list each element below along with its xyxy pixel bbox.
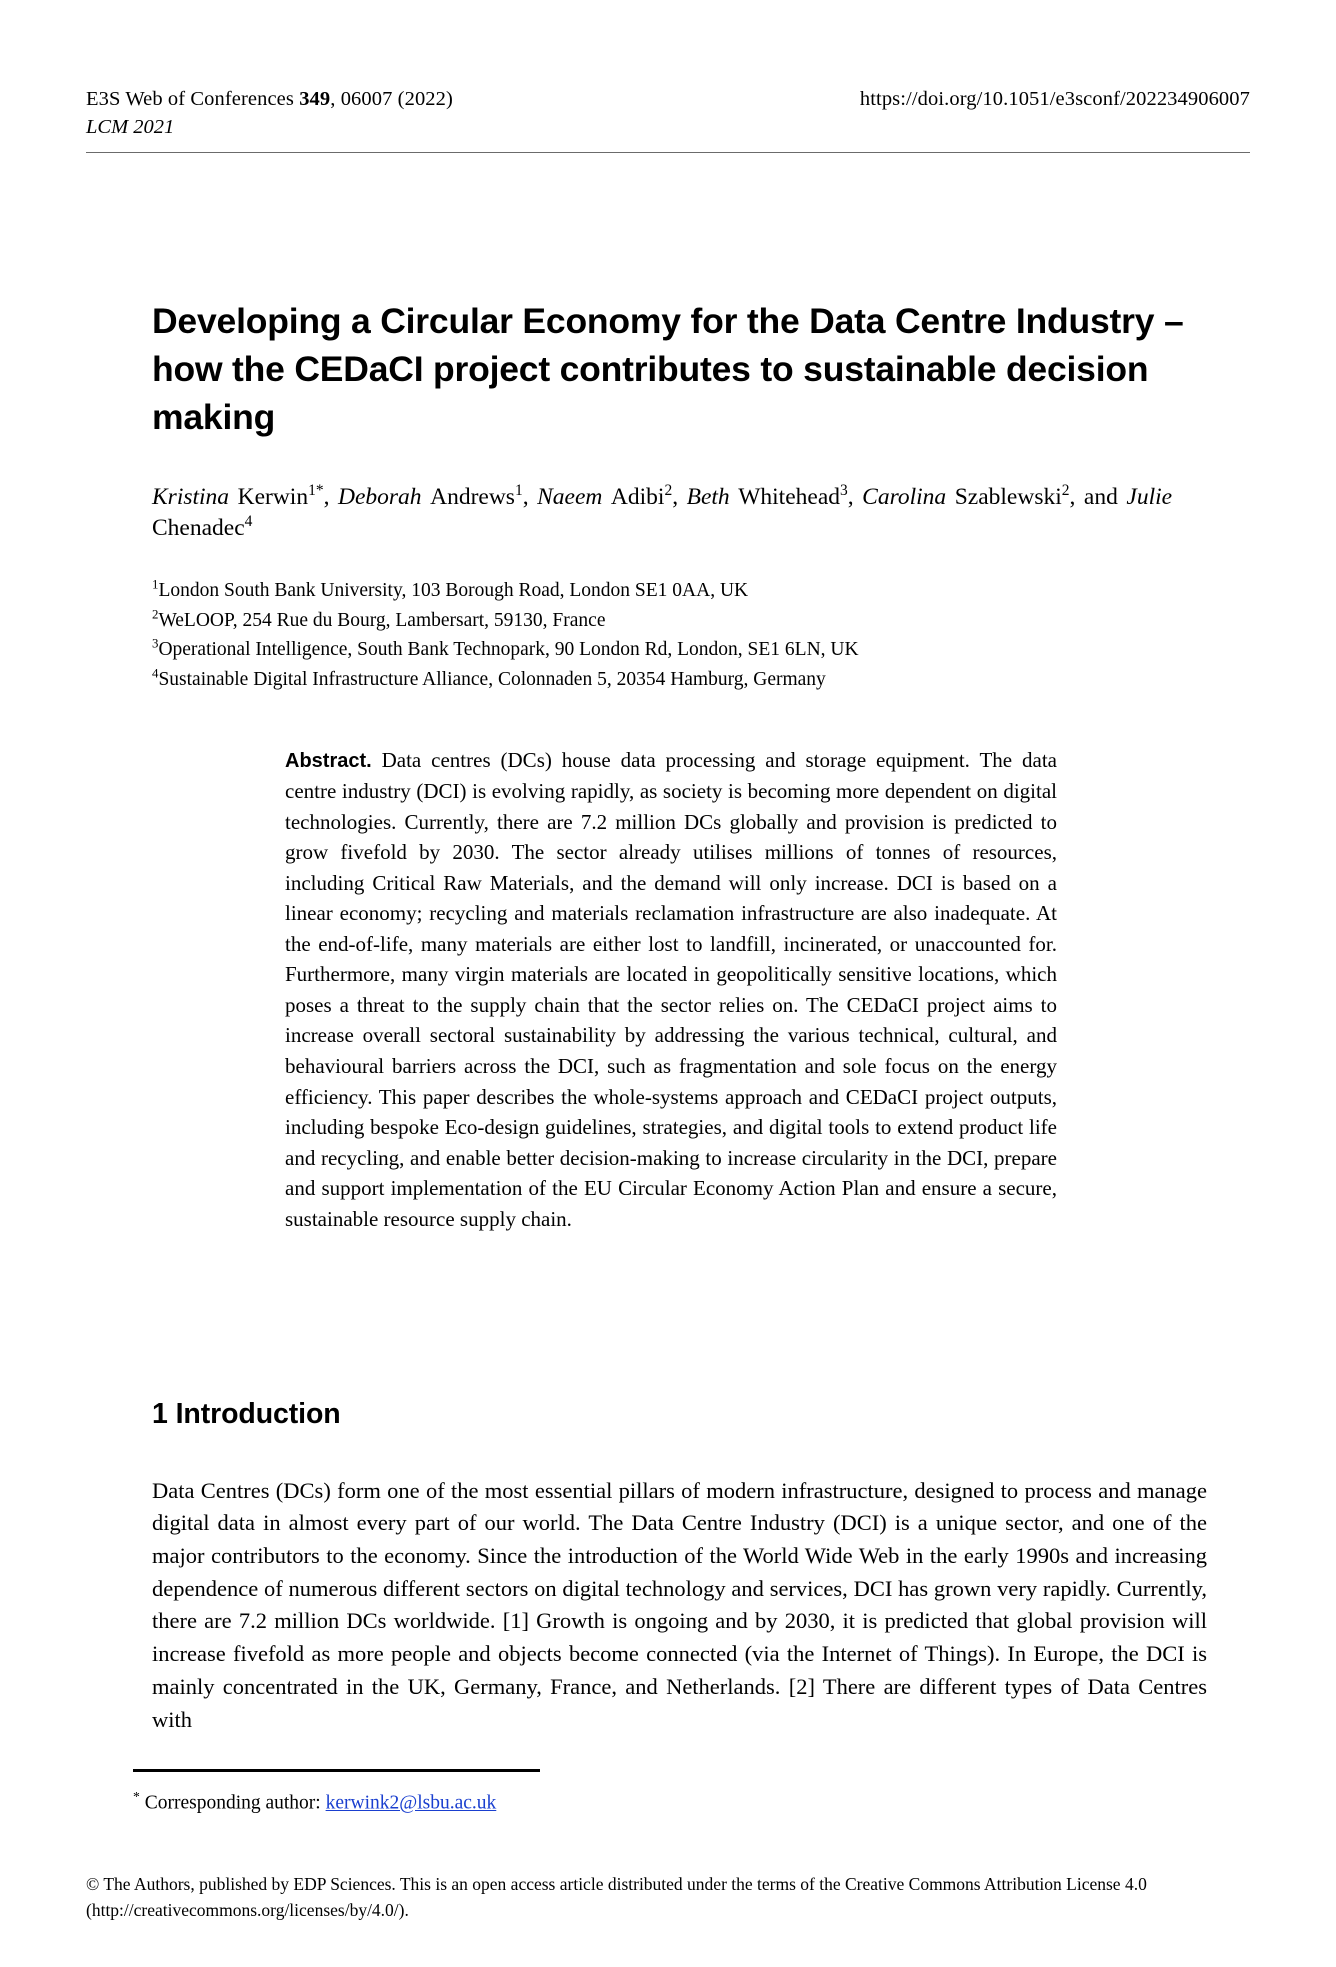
author-last-name: Kerwin <box>237 484 309 510</box>
copyright-notice: © The Authors, published by EDP Sciences. This is an open access article distributed under the terms of the Creative Commons Attribution License 4.0 (http://creativecommons.org/licenses/by/4.0/). <box>86 1874 1147 1920</box>
author-affiliation-marker: 1* <box>308 482 324 500</box>
section-heading-introduction: 1 Introduction <box>152 1397 341 1430</box>
author-first-name: Beth <box>686 484 739 510</box>
author-first-name: Julie <box>1126 484 1173 510</box>
author-entry <box>152 484 324 510</box>
author-entry <box>687 484 848 510</box>
author-last-name: Chenadec <box>152 515 245 542</box>
doi-link[interactable]: https://doi.org/10.1051/e3sconf/202234906007 <box>859 88 1250 110</box>
footnote-divider <box>133 1769 540 1772</box>
author-first-name: Naeem <box>537 484 611 510</box>
page-title: Developing a Circular Economy for the Data Centre Industry – how the CEDaCI project contributes to sustainable decision making <box>152 300 1184 438</box>
affiliation-item <box>152 665 1207 695</box>
abstract-text: Data centres (DCs) house data processing and storage equipment. The data centre industry (DCI) is evolving rapidly, as society is becoming more dependent on digital technologies. Currently, there are 7.2 million DCs globally and provision is predicted to grow fivefold by 2030. The sector already utilises millions of tonnes of resources, including Critical Raw Materials, and the demand will only increase. DCI is based on a linear economy; recycling and materials reclamation infrastructure are also inadequate. At the end-of-life, many materials are either lost to landfill, incinerated, or unaccounted for. Furthermore, many virgin materials are located in geopolitically sensitive locations, which poses a threat to the supply chain that the sector relies on. The CEDaCI project aims to increase overall sectoral sustainability by addressing the various technical, cultural, and behavioural barriers across the DCI, such as fragmentation and sole focus on the energy efficiency. This paper describes the whole-systems approach and CEDaCI project outputs, including bespoke Eco-design guidelines, strategies, and digital tools to extend product life and recycling, and enable better decision-making to increase circularity in the DCI, prepare and support implementation of the EU Circular Economy Action Plan and ensure a secure, sustainable resource supply chain. <box>285 748 1057 1231</box>
affiliation-item <box>152 635 1207 665</box>
author-entry <box>862 484 1069 510</box>
author-last-name: Andrews <box>430 484 515 510</box>
header-divider <box>86 152 1250 153</box>
abstract-block <box>285 745 1057 1234</box>
footnote <box>133 1787 1033 1817</box>
author-conjunction: , and <box>1069 484 1127 510</box>
author-affiliation-marker: 2 <box>1061 482 1070 500</box>
author-affiliation-marker: 2 <box>664 482 673 500</box>
running-header <box>86 86 1250 140</box>
author-last-name: Whitehead <box>738 484 840 510</box>
affiliation-marker: 4 <box>152 666 159 681</box>
footnote-marker: * <box>133 1789 140 1804</box>
author-affiliation-marker: 1 <box>514 482 523 500</box>
journal-name: E3S Web of Conferences <box>86 88 300 110</box>
author-affiliation-marker: 4 <box>244 513 253 531</box>
footnote-label: Corresponding author: <box>139 1792 326 1814</box>
corresponding-author-email-link[interactable]: kerwink2@lsbu.ac.uk <box>325 1792 497 1814</box>
affiliation-text: Sustainable Digital Infrastructure Alliance, Colonnaden 5, 20354 Hamburg, Germany <box>158 668 826 690</box>
author-first-name: Carolina <box>862 484 955 510</box>
affiliation-text: Operational Intelligence, South Bank Technopark, 90 London Rd, London, SE1 6LN, UK <box>158 639 859 661</box>
author-affiliation-marker: 3 <box>840 482 848 500</box>
affiliation-text: London South Bank University, 103 Borough Road, London SE1 0AA, UK <box>158 580 749 601</box>
author-last-name: Adibi <box>610 484 665 510</box>
affiliation-text: WeLOOP, 254 Rue du Bourg, Lambersart, 59130, France <box>158 609 606 631</box>
author-entry <box>338 484 523 510</box>
conference-name: LCM 2021 <box>86 115 175 138</box>
affiliation-marker: 3 <box>152 636 159 651</box>
abstract-label: Abstract. <box>285 750 372 772</box>
journal-citation <box>86 86 453 113</box>
author-first-name: Deborah <box>338 484 431 510</box>
author-entry <box>537 484 672 510</box>
author-list: Kristina Kerwin$^{1*}$, Deborah Andrews$^1$, Naeem Adibi$^2$, Beth Whitehead$^3$, Carolina Szablewski$^2$, and Julie Chenadec$^4$ <box>152 482 1173 542</box>
affiliation-list <box>152 576 1207 695</box>
affiliation-item <box>152 576 1207 606</box>
article-number: , 06007 (2022) <box>330 88 453 110</box>
affiliation-marker: 1 <box>152 577 159 592</box>
affiliation-marker: 2 <box>152 607 159 622</box>
author-first-name: Kristina <box>152 484 238 510</box>
volume-number: 349 <box>299 88 331 110</box>
author-last-name: Szablewski <box>954 484 1062 510</box>
affiliation-item <box>152 606 1207 636</box>
introduction-paragraph: Data Centres (DCs) form one of the most essential pillars of modern infrastructure, designed to process and manage digital data in almost every part of our world. The Data Centre Industry (DCI) is a unique sector, and one of the major contributors to the economy. Since the introduction of the World Wide Web in the early 1990s and increasing dependence of numerous different sectors on digital technology and services, DCI has grown very rapidly. Currently, there are 7.2 million DCs worldwide. [1] Growth is ongoing and by 2030, it is predicted that global provision will increase fivefold as more people and objects become connected (via the Internet of Things). In Europe, the DCI is mainly concentrated in the UK, Germany, France, and Netherlands. [2] There are different types of Data Centres with <box>152 1477 1207 1732</box>
